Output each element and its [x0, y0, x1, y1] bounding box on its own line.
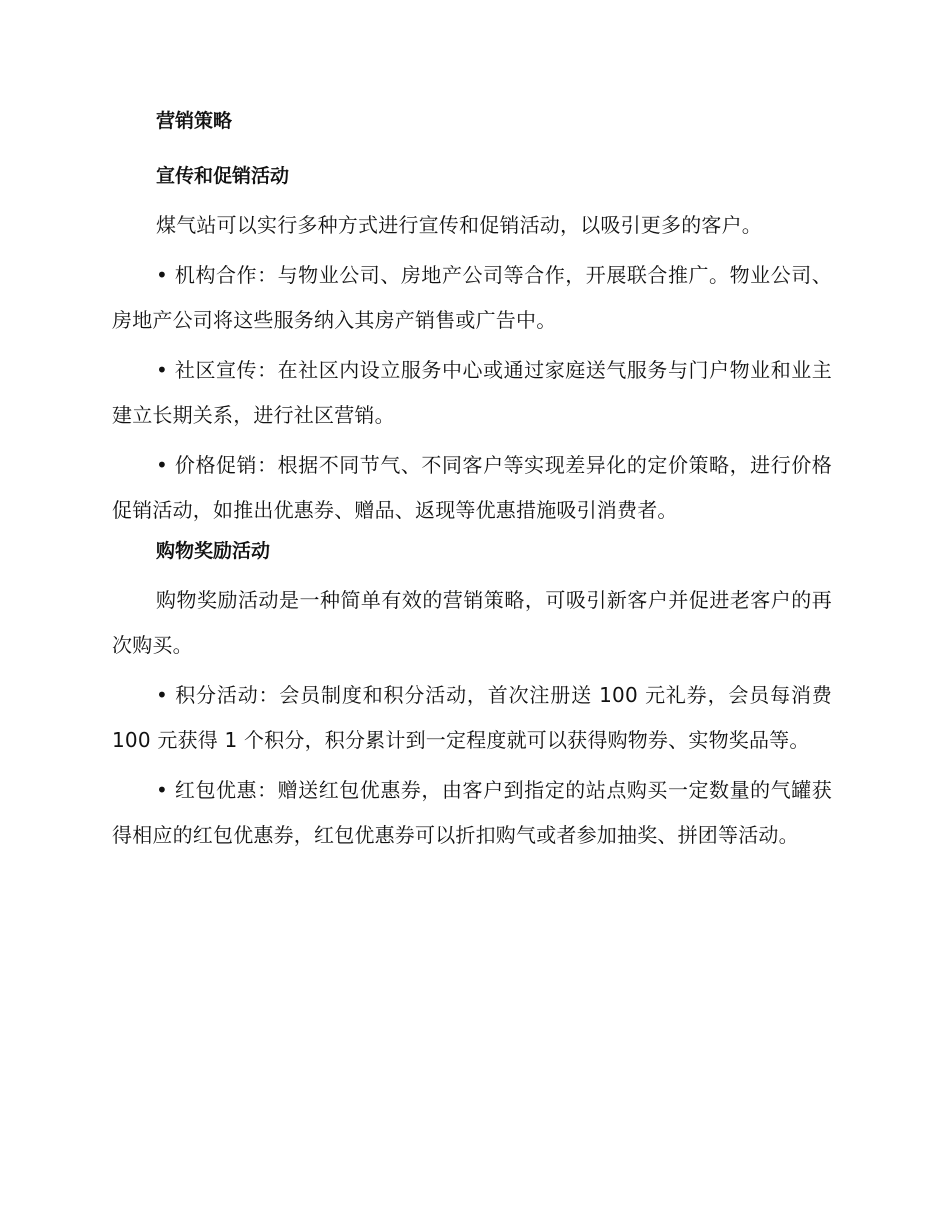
bullet-institution-cooperation: • 机构合作：与物业公司、房地产公司等合作，开展联合推广。物业公司、房地产公司将这些服务纳入其房产销售或广告中。 [112, 263, 832, 332]
section1-intro: 煤气站可以实行多种方式进行宣传和促销活动，以吸引更多的客户。 [156, 213, 762, 237]
bullet-red-packet: • 红包优惠：赠送红包优惠券，由客户到指定的站点购买一定数量的气罐获得相应的红包优惠券，红包优惠券可以折扣购气或者参加抽奖、拼团等活动。 [112, 778, 832, 847]
section2-intro: 购物奖励活动是一种简单有效的营销策略，可吸引新客户并促进老客户的再次购买。 [112, 588, 832, 657]
document-page [112, 106, 832, 863]
section-heading-promotion: 宣传和促销活动 [156, 165, 290, 187]
bullet-community-promotion: • 社区宣传：在社区内设立服务中心或通过家庭送气服务与门户物业和业主建立长期关系，进行社区营销。 [112, 358, 832, 427]
bullet-price-promotion: • 价格促销：根据不同节气、不同客户等实现差异化的定价策略，进行价格促销活动，如推出优惠券、赠品、返现等优惠措施吸引消费者。 [112, 453, 832, 522]
bullet-points-activity: • 积分活动：会员制度和积分活动，首次注册送 100 元礼券，会员每消费 100 元获得 1 个积分，积分累计到一定程度就可以获得购物券、实物奖品等。 [112, 683, 832, 752]
main-heading: 营销策略 [156, 110, 233, 132]
section-heading-rewards: 购物奖励活动 [156, 540, 271, 562]
